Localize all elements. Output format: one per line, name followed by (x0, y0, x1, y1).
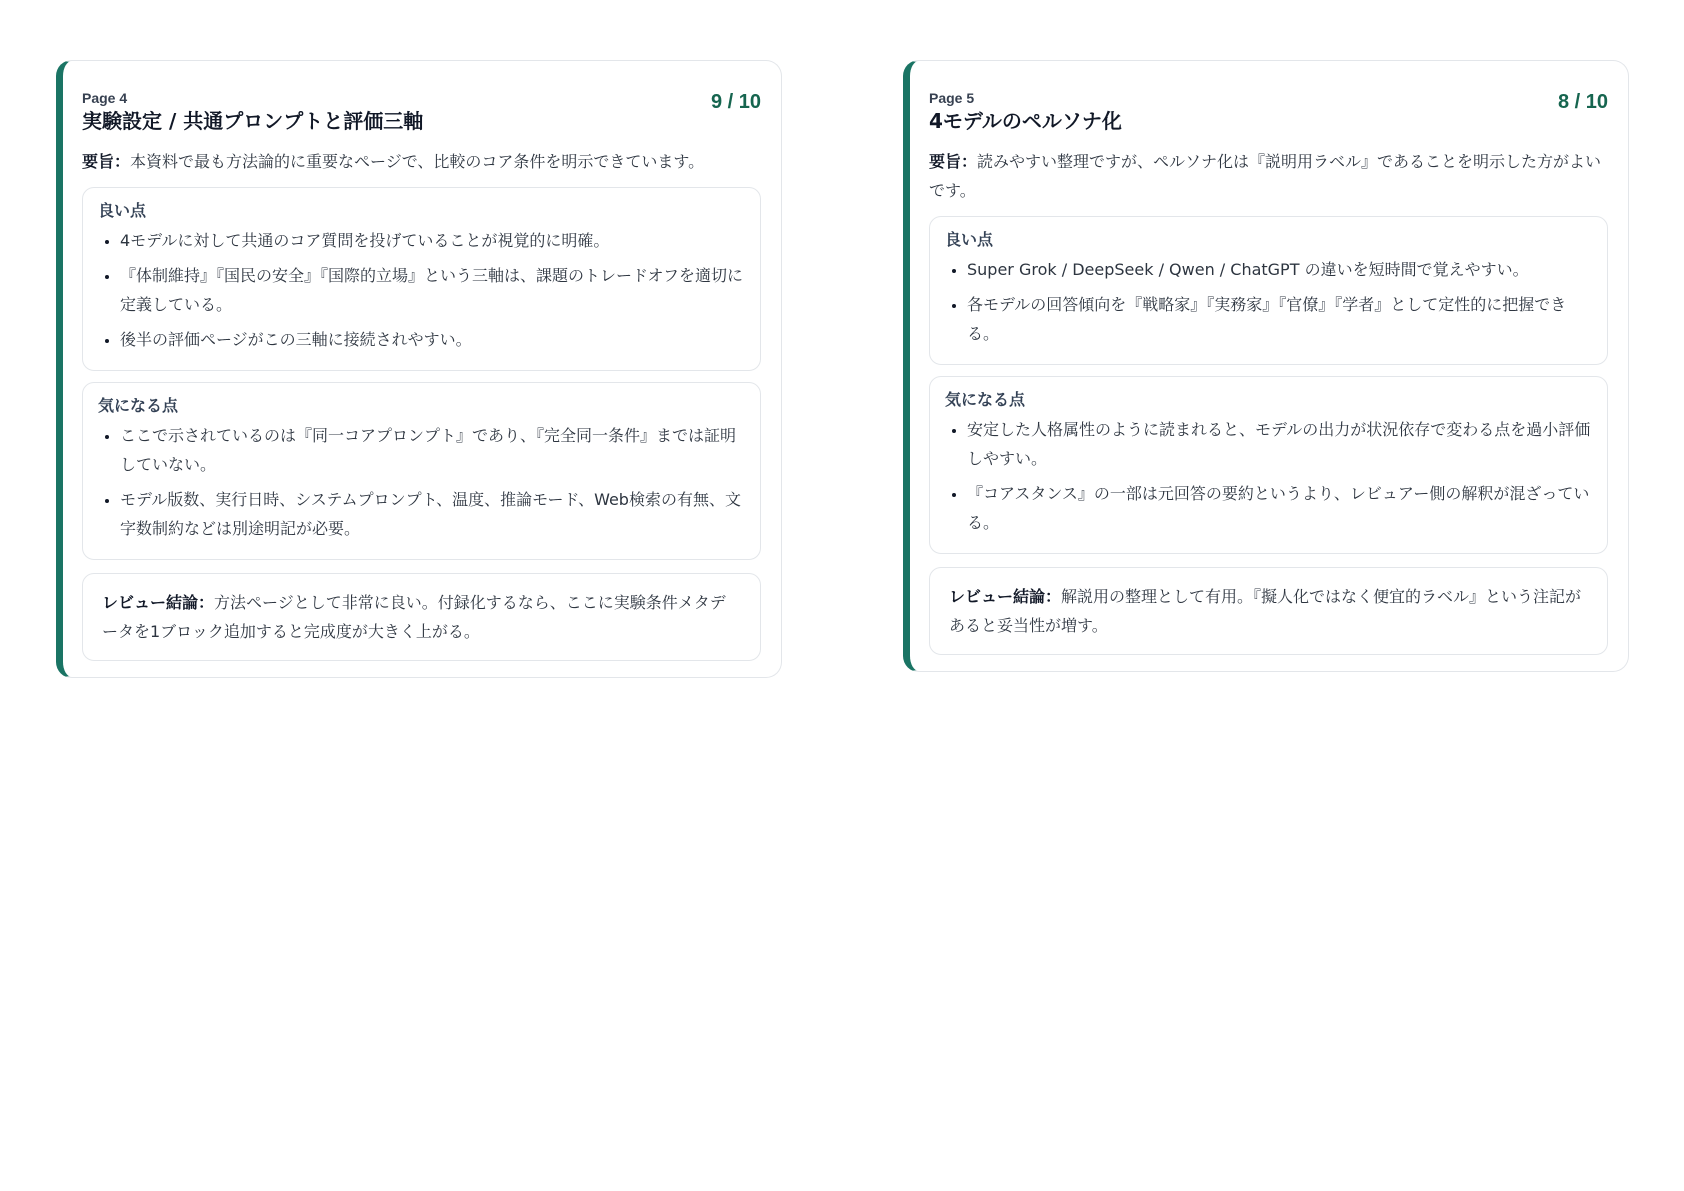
conclusion-text: 方法ページとして非常に良い。付録化するなら、ここに実験条件メタデータを1ブロック追加すると完成度が大きく上がる。 (102, 593, 726, 641)
good-points-list (945, 255, 1592, 348)
page-label: Page 4 (82, 90, 128, 106)
card-header (82, 89, 761, 135)
conclusion-label: レビュー結論： (102, 593, 215, 612)
concerns-list (98, 421, 745, 543)
list-item: • 安定した人格属性のように読まれると、モデルの出力が状況依存で変わる点を過小評価しやすい。 (967, 415, 1592, 473)
concerns-section (929, 376, 1608, 554)
concerns-title: 気になる点 (98, 396, 179, 415)
good-points-title: 良い点 (945, 230, 994, 249)
list-item: • 4モデルに対して共通のコア質問を投げていることが視覚的に明確。 (120, 226, 745, 255)
conclusion-text: 解説用の整理として有用。『擬人化ではなく便宜的ラベル』という注記があると妥当性が増す。 (949, 587, 1582, 635)
good-points-title: 良い点 (98, 201, 147, 220)
summary (929, 147, 1608, 205)
list-item: • モデル版数、実行日時、システムプロンプト、温度、推論モード、Web検索の有無、文字数制約などは別途明記が必要。 (120, 485, 745, 543)
good-points-section (929, 216, 1608, 365)
list-item: • 後半の評価ページがこの三軸に接続されやすい。 (120, 325, 745, 354)
card-title: 実験設定 / 共通プロンプトと評価三軸 (82, 109, 424, 133)
review-card (56, 60, 782, 678)
concerns-section (82, 382, 761, 560)
conclusion-label: レビュー結論： (949, 587, 1062, 606)
good-points-list (98, 226, 745, 354)
summary (82, 147, 761, 176)
card-title: 4モデルのペルソナ化 (929, 109, 1122, 133)
good-points-section (82, 187, 761, 371)
score-badge: 9 / 10 (710, 91, 761, 113)
summary-text: 本資料で最も方法論的に重要なページで、比較のコア条件を明示できています。 (130, 152, 705, 171)
list-item: • 各モデルの回答傾向を『戦略家』『実務家』『官僚』『学者』として定性的に把握できる。 (967, 290, 1592, 348)
score-badge: 8 / 10 (1557, 91, 1608, 113)
list-item: • 『体制維持』『国民の安全』『国際的立場』という三軸は、課題のトレードオフを適切に定義している。 (120, 261, 745, 319)
summary-label: 要旨： (82, 152, 131, 171)
list-item: • 『コアスタンス』の一部は元回答の要約というより、レビュアー側の解釈が混ざっている。 (967, 479, 1592, 537)
summary-text: 読みやすい整理ですが、ペルソナ化は『説明用ラベル』であることを明示した方がよいです。 (929, 152, 1602, 200)
page-label: Page 5 (929, 90, 975, 106)
concerns-title: 気になる点 (945, 390, 1026, 409)
concerns-list (945, 415, 1592, 537)
review-card (903, 60, 1629, 672)
list-item: • ここで示されているのは『同一コアプロンプト』であり、『完全同一条件』までは証明していない。 (120, 421, 745, 479)
conclusion-box (929, 567, 1608, 655)
list-item: • Super Grok / DeepSeek / Qwen / ChatGPT の違いを短時間で覚えやすい。 (967, 255, 1592, 284)
card-header (929, 89, 1608, 135)
conclusion-box (82, 573, 761, 661)
summary-label: 要旨： (929, 152, 978, 171)
